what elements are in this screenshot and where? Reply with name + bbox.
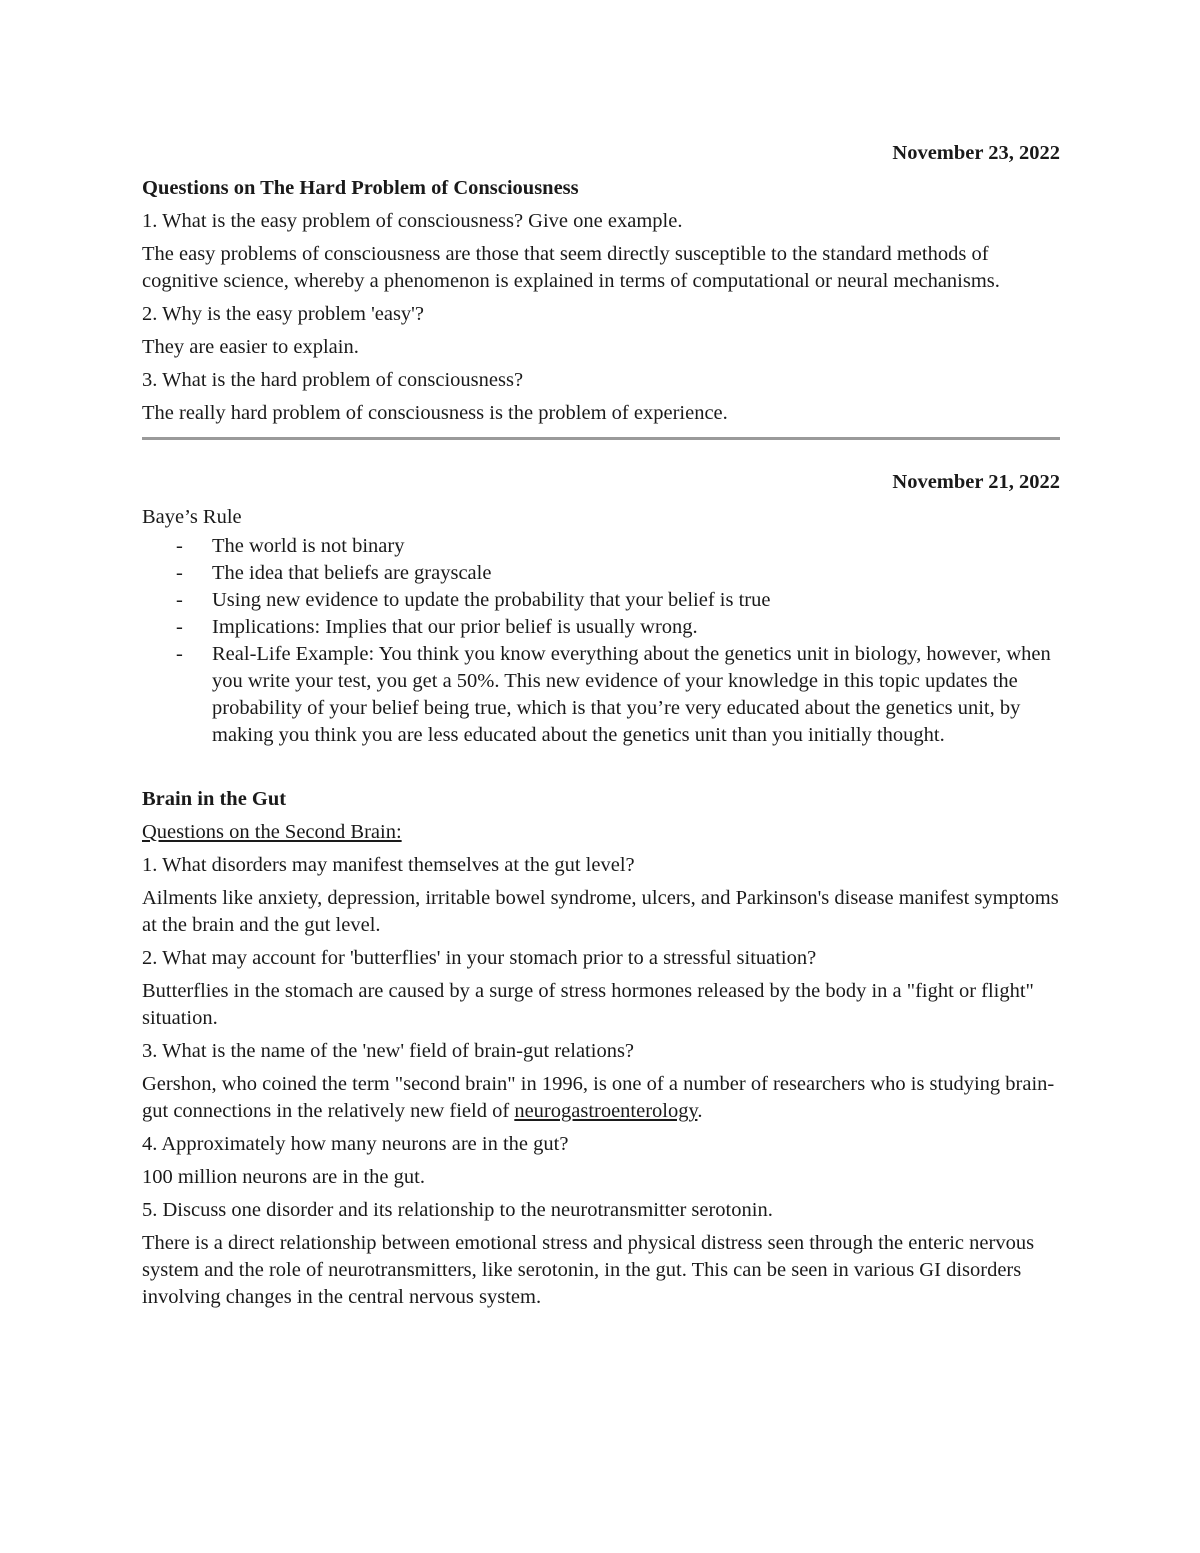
second-brain-subtitle: Questions on the Second Brain: — [142, 821, 402, 843]
neurogastroenterology-link[interactable]: neurogastroenterology — [514, 1100, 698, 1122]
list-item: - Implications: Implies that our prior belief is usually wrong. — [142, 614, 1060, 641]
bayes-rule-list — [142, 533, 1060, 749]
brain-gut-a1: Ailments like anxiety, depression, irritable bowel syndrome, ulcers, and Parkinson's disease manifest symptoms at the brain and the gut level. — [142, 887, 1059, 936]
date-nov-23: November 23, 2022 — [892, 142, 1060, 164]
hard-problem-q1: 1. What is the easy problem of consciousness? Give one example. — [142, 210, 683, 232]
brain-gut-q5: 5. Discuss one disorder and its relationship to the neurotransmitter serotonin. — [142, 1199, 773, 1221]
brain-gut-q3: 3. What is the name of the 'new' field of brain-gut relations? — [142, 1040, 635, 1062]
hard-problem-q2: 2. Why is the easy problem 'easy'? — [142, 303, 424, 325]
brain-gut-a4: 100 million neurons are in the gut. — [142, 1166, 425, 1188]
brain-gut-a2: Butterflies in the stomach are caused by a surge of stress hormones released by the body in a "fight or flight" situation. — [142, 980, 1034, 1029]
list-item: - Using new evidence to update the probability that your belief is true — [142, 587, 1060, 614]
hard-problem-a3: The really hard problem of consciousness is the problem of experience. — [142, 402, 728, 424]
hard-problem-title: Questions on The Hard Problem of Consciousness — [142, 177, 579, 199]
brain-gut-q2: 2. What may account for 'butterflies' in your stomach prior to a stressful situation? — [142, 947, 817, 969]
bayes-rule-title: Baye’s Rule — [142, 506, 242, 528]
date-nov-21: November 21, 2022 — [892, 471, 1060, 493]
brain-gut-a3-end: . — [697, 1100, 703, 1122]
hard-problem-q3: 3. What is the hard problem of consciousness? — [142, 369, 524, 391]
brain-gut-q1: 1. What disorders may manifest themselves at the gut level? — [142, 854, 635, 876]
brain-gut-q4: 4. Approximately how many neurons are in the gut? — [142, 1133, 569, 1155]
brain-gut-a3 — [142, 1071, 1060, 1125]
section-divider — [142, 437, 1060, 440]
hard-problem-a2: They are easier to explain. — [142, 336, 359, 358]
brain-gut-a3-text: Gershon, who coined the term "second brain" in 1996, is one of a number of researchers who is studying brain-gut connections in the relatively new field of — [142, 1073, 1055, 1122]
document-page — [142, 140, 1060, 1311]
list-item: - The idea that beliefs are grayscale — [142, 560, 1060, 587]
list-item: - The world is not binary — [142, 533, 1060, 560]
hard-problem-a1: The easy problems of consciousness are those that seem directly susceptible to the standard methods of cognitive science, whereby a phenomenon is explained in terms of computational or neural mechanisms. — [142, 243, 1000, 292]
brain-gut-a5: There is a direct relationship between emotional stress and physical distress seen through the enteric nervous system and the role of neurotransmitters, like serotonin, in the gut. This can be seen in various GI disorders involving changes in the central nervous system. — [142, 1232, 1035, 1308]
list-item: - Real-Life Example: You think you know everything about the genetics unit in biology, however, when you write your test, you get a 50%. This new evidence of your knowledge in this topic updates the probability of your belief being true, which is that you’re very educated about the genetics unit, by making you think you are less educated about the genetics unit than you initially thought. — [142, 641, 1060, 749]
brain-gut-title: Brain in the Gut — [142, 788, 287, 810]
